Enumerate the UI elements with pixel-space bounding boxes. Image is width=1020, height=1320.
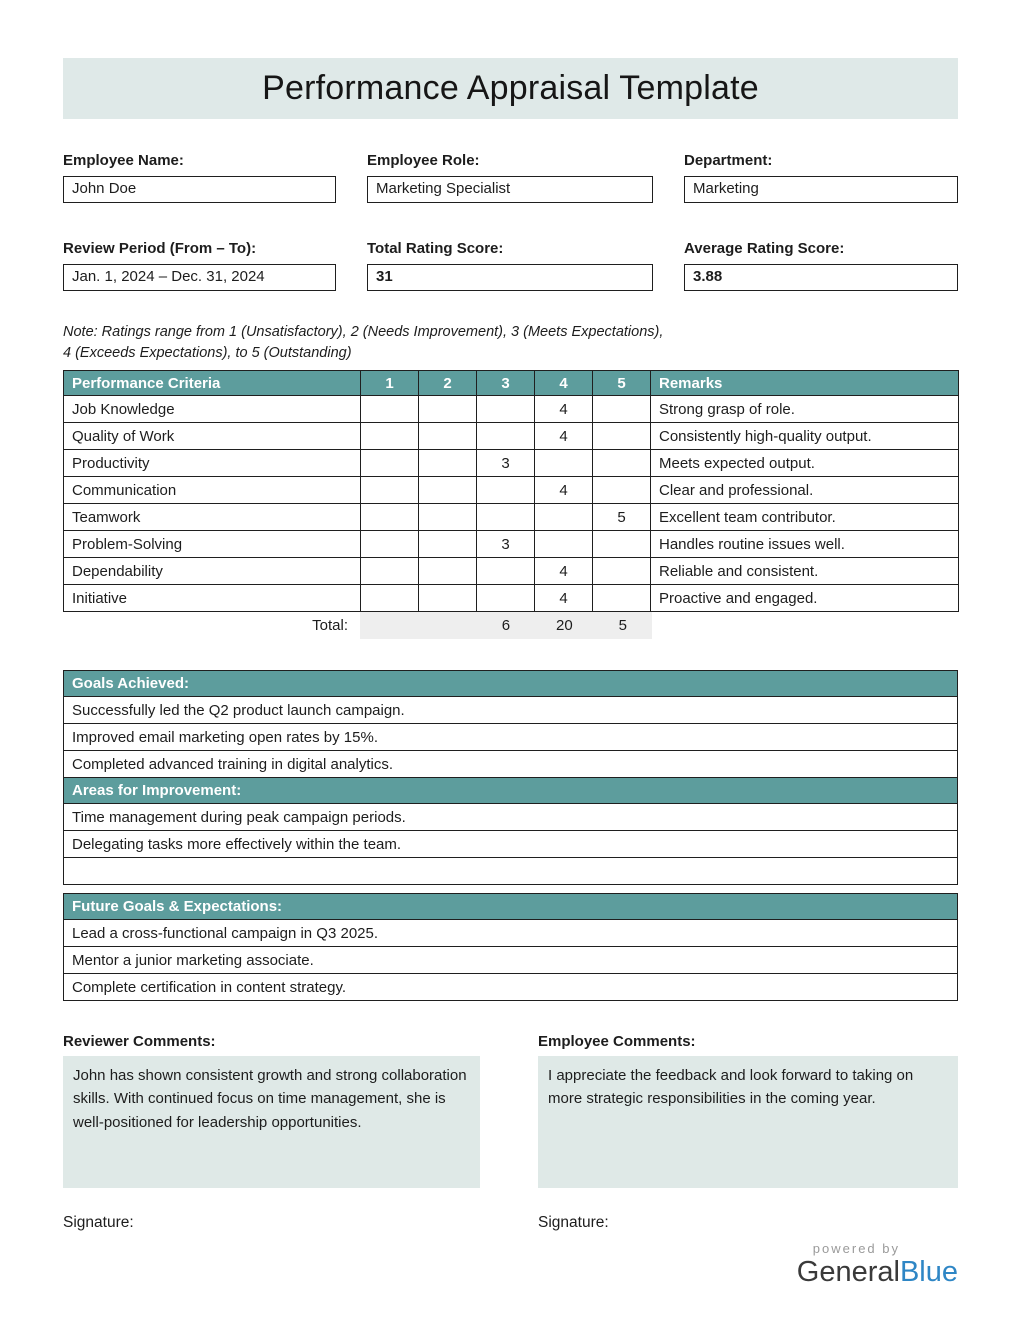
rating-cell (361, 558, 419, 585)
page-title: Performance Appraisal Template (262, 69, 759, 107)
powered-by-text: powered by (812, 1241, 900, 1257)
table-row (64, 504, 959, 531)
table-row (64, 450, 959, 477)
total-cell (418, 612, 476, 639)
total-rating-label: Total Rating Score: (367, 240, 504, 257)
ratings-header-row (64, 371, 959, 396)
employee-role-label: Employee Role: (367, 152, 480, 169)
rating-column-2-header: 2 (419, 371, 477, 396)
criteria-cell: Job Knowledge (64, 396, 361, 423)
employee-comments-box[interactable]: I appreciate the feedback and look forward to taking on more strategic responsibilities in the coming year. (538, 1056, 958, 1188)
field-employee-name (63, 152, 336, 203)
department-label: Department: (684, 152, 773, 169)
rating-cell (361, 450, 419, 477)
rating-cell (419, 531, 477, 558)
goals-achieved-header: Goals Achieved: (64, 671, 958, 697)
employee-name-value[interactable]: John Doe (63, 176, 336, 203)
employee-comments-block (538, 1033, 958, 1289)
ratings-note (63, 322, 958, 363)
rating-cell (361, 396, 419, 423)
rating-cell (593, 396, 651, 423)
rating-column-4-header: 4 (535, 371, 593, 396)
info-fields-row-2 (63, 240, 958, 291)
criteria-cell: Quality of Work (64, 423, 361, 450)
rating-cell (535, 450, 593, 477)
total-cell (360, 612, 418, 639)
comments-section (63, 1033, 958, 1289)
rating-cell (593, 477, 651, 504)
performance-ratings-table (63, 370, 959, 612)
future-goals-table (63, 893, 958, 1001)
rating-cell: 3 (477, 450, 535, 477)
field-employee-role (367, 152, 653, 203)
logo-general-text: General (796, 1256, 900, 1289)
remarks-cell: Excellent team contributor. (651, 504, 959, 531)
document-page (63, 0, 958, 1290)
department-value[interactable]: Marketing (684, 176, 958, 203)
field-review-period (63, 240, 336, 291)
rating-cell (477, 558, 535, 585)
reviewer-signature-label: Signature: (63, 1214, 134, 1232)
criteria-cell: Dependability (64, 558, 361, 585)
review-period-value[interactable]: Jan. 1, 2024 – Dec. 31, 2024 (63, 264, 336, 291)
rating-cell (361, 423, 419, 450)
remarks-cell: Proactive and engaged. (651, 585, 959, 612)
rating-cell (477, 504, 535, 531)
logo-blue-text: Blue (899, 1256, 958, 1289)
reviewer-comments-block (63, 1033, 480, 1289)
rating-column-1-header: 1 (361, 371, 419, 396)
table-row (64, 558, 959, 585)
rating-cell: 4 (535, 477, 593, 504)
ratings-note-line2: 4 (Exceeds Expectations), to 5 (Outstanding) (63, 344, 352, 361)
rating-cell (593, 558, 651, 585)
info-fields-row-1 (63, 152, 958, 203)
rating-cell: 4 (535, 558, 593, 585)
rating-cell (419, 477, 477, 504)
rating-cell (477, 477, 535, 504)
total-label: Total: (312, 617, 348, 635)
rating-cell (419, 558, 477, 585)
improvement-item: Delegating tasks more effectively within the team. (64, 831, 958, 858)
brand-logo (538, 1241, 958, 1289)
rating-cell (477, 423, 535, 450)
table-row (64, 423, 959, 450)
criteria-cell: Initiative (64, 585, 361, 612)
table-row (64, 477, 959, 504)
employee-signature-label: Signature: (538, 1214, 609, 1232)
rating-column-5-header: 5 (593, 371, 651, 396)
rating-cell (535, 531, 593, 558)
rating-cell (477, 396, 535, 423)
total-cell: 5 (594, 612, 652, 639)
reviewer-comments-box[interactable]: John has shown consistent growth and strong collaboration skills. With continued focus on time management, she is well-positioned for leadership opportunities. (63, 1056, 480, 1188)
table-row (64, 531, 959, 558)
goals-item: Successfully led the Q2 product launch campaign. (64, 697, 958, 724)
title-banner (63, 58, 958, 119)
future-goals-header: Future Goals & Expectations: (64, 894, 958, 920)
rating-cell (361, 585, 419, 612)
ratings-note-line1: Note: Ratings range from 1 (Unsatisfactory), 2 (Needs Improvement), 3 (Meets Expectations), (63, 324, 664, 340)
remarks-cell: Meets expected output. (651, 450, 959, 477)
rating-cell (419, 585, 477, 612)
rating-cell (593, 423, 651, 450)
field-average-rating (684, 240, 958, 291)
rating-cell: 4 (535, 423, 593, 450)
remarks-cell: Clear and professional. (651, 477, 959, 504)
rating-cell (361, 477, 419, 504)
future-goals-item: Mentor a junior marketing associate. (64, 947, 958, 974)
rating-cell (361, 531, 419, 558)
average-rating-value[interactable]: 3.88 (684, 264, 958, 291)
goals-item: Completed advanced training in digital analytics. (64, 751, 958, 778)
review-period-label: Review Period (From – To): (63, 240, 257, 257)
criteria-cell: Communication (64, 477, 361, 504)
field-department (684, 152, 958, 203)
rating-cell (535, 504, 593, 531)
goals-improvement-table (63, 670, 958, 885)
remarks-cell: Consistently high-quality output. (651, 423, 959, 450)
remarks-column-header: Remarks (651, 371, 959, 396)
rating-cell (593, 450, 651, 477)
rating-cell: 5 (593, 504, 651, 531)
employee-comments-label: Employee Comments: (538, 1033, 696, 1051)
field-total-rating (367, 240, 653, 291)
remarks-cell: Strong grasp of role. (651, 396, 959, 423)
criteria-cell: Teamwork (64, 504, 361, 531)
future-goals-item: Complete certification in content strategy. (64, 974, 958, 1001)
rating-cell (419, 504, 477, 531)
reviewer-comments-label: Reviewer Comments: (63, 1033, 216, 1051)
ratings-total-row (63, 612, 958, 639)
improvement-item: Time management during peak campaign periods. (64, 804, 958, 831)
table-row (64, 396, 959, 423)
goals-item: Improved email marketing open rates by 15%. (64, 724, 958, 751)
rating-cell: 3 (477, 531, 535, 558)
rating-cell (419, 396, 477, 423)
areas-improvement-header: Areas for Improvement: (64, 778, 958, 804)
rating-cell (419, 450, 477, 477)
rating-cell (419, 423, 477, 450)
remarks-cell: Reliable and consistent. (651, 558, 959, 585)
table-row (64, 585, 959, 612)
improvement-item-empty[interactable] (64, 858, 958, 885)
remarks-cell: Handles routine issues well. (651, 531, 959, 558)
criteria-cell: Productivity (64, 450, 361, 477)
employee-role-value[interactable]: Marketing Specialist (367, 176, 653, 203)
total-cell: 20 (535, 612, 593, 639)
rating-cell (477, 585, 535, 612)
criteria-column-header: Performance Criteria (64, 371, 361, 396)
rating-column-3-header: 3 (477, 371, 535, 396)
rating-cell (593, 585, 651, 612)
rating-cell: 4 (535, 585, 593, 612)
total-cell: 6 (477, 612, 535, 639)
rating-cell (361, 504, 419, 531)
employee-name-label: Employee Name: (63, 152, 184, 169)
total-rating-value[interactable]: 31 (367, 264, 653, 291)
rating-cell: 4 (535, 396, 593, 423)
criteria-cell: Problem-Solving (64, 531, 361, 558)
generalblue-logo (538, 1256, 958, 1289)
average-rating-label: Average Rating Score: (684, 240, 845, 257)
future-goals-item: Lead a cross-functional campaign in Q3 2025. (64, 920, 958, 947)
rating-cell (593, 531, 651, 558)
